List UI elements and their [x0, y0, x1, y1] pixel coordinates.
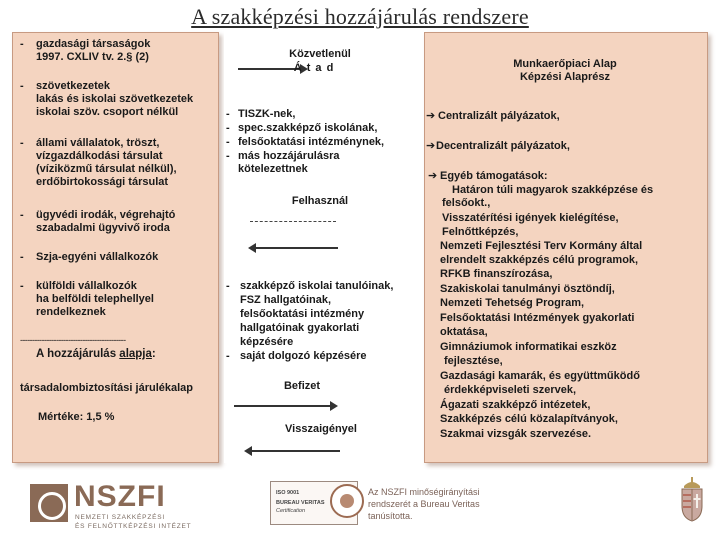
- support-line: Visszatérítési igények kielégítése,: [442, 212, 619, 224]
- cert-text: Az NSZFI minőségirányítási: [368, 487, 480, 497]
- contributor-line: lakás és iskolai szövetkezetek: [36, 93, 194, 105]
- support-line: Szakképzés célú közalapítványok,: [440, 413, 618, 425]
- bullet-dash: -: [20, 209, 24, 221]
- fund-header: Képzési Alaprész: [519, 71, 611, 83]
- felhasznal-label: Felhasznál: [291, 195, 349, 207]
- fund-item: Decentralizált pályázatok,: [436, 140, 570, 152]
- cert-text: tanúsította.: [368, 511, 413, 521]
- support-line: Ágazati szakképző intézetek,: [440, 399, 591, 411]
- bullet-dash: -: [20, 80, 24, 92]
- use-line: felsőoktatási intézmény: [240, 308, 365, 320]
- alap-suffix: :: [151, 348, 156, 360]
- arrow-icon: ➔: [428, 170, 438, 182]
- contributor-line: Szja-egyéni vállalkozók: [36, 251, 159, 263]
- support-line: fejlesztése,: [444, 355, 503, 367]
- contributor-line: szabadalmi ügyvivő iroda: [36, 222, 170, 234]
- use-line: képzésére: [240, 336, 294, 348]
- alap-prefix: A hozzájárulás: [36, 348, 120, 360]
- contributor-line: vízgazdálkodási társulat: [36, 150, 163, 162]
- atad-label: Á t a d: [293, 62, 335, 74]
- arrow-shaft: [256, 247, 338, 249]
- recipient-line: TISZK-nek,: [238, 108, 296, 120]
- support-line: elrendelt szakképzés célú programok,: [440, 254, 639, 266]
- bullet-dash: -: [20, 137, 24, 149]
- alap-heading: [36, 348, 156, 361]
- cert-iso: Certification: [276, 508, 306, 514]
- arrow-head: [244, 446, 252, 456]
- alap-value: társadalombiztosítási járulékalap: [20, 382, 194, 394]
- arrow-shaft: [234, 405, 330, 407]
- recipient-line: más hozzájárulásra: [238, 150, 340, 162]
- support-line: oktatása,: [440, 326, 488, 338]
- support-line: Gimnáziumok informatikai eszköz: [440, 341, 617, 353]
- bullet-dash: -: [226, 350, 230, 362]
- bullet-dash: -: [226, 280, 230, 292]
- contributor-line: (víziközmű társulat nélkül),: [36, 163, 177, 175]
- contributor-line: rendelkeznek: [36, 306, 106, 318]
- support-line: felsőokt.,: [442, 197, 491, 209]
- support-line: Felnőttképzés,: [442, 226, 519, 238]
- fund-header: Munkaerőpiaci Alap: [513, 58, 617, 70]
- use-line: saját dolgozó képzésére: [240, 350, 367, 362]
- bullet-dash: -: [226, 122, 230, 134]
- recipient-line: felsőoktatási intézménynek,: [238, 136, 385, 148]
- support-line: Gazdasági kamarák, és együttműködő: [440, 370, 640, 382]
- bullet-dash: -: [226, 150, 230, 162]
- alap-underlined: alapja: [119, 348, 152, 360]
- right-arrow: [234, 401, 338, 411]
- bureau-veritas-seal-icon: [330, 484, 364, 518]
- recipient-line: kötelezettnek: [238, 163, 308, 175]
- left-arrow: [244, 446, 340, 456]
- contributor-line: ha belföldi telephellyel: [36, 293, 154, 305]
- bullet-dash: -: [20, 38, 24, 50]
- contributor-line: ügyvédi irodák, végrehajtó: [36, 209, 176, 221]
- cert-iso: ISO 9001: [276, 490, 300, 496]
- befizet-label: Befizet: [283, 380, 321, 392]
- use-line: hallgatóinak gyakorlati: [240, 322, 360, 334]
- recipient-line: spec.szakképző iskolának,: [238, 122, 378, 134]
- dashed-line: [250, 221, 336, 222]
- kozvetlenul-label: Közvetlenül: [289, 48, 351, 60]
- cert-iso: BUREAU VERITAS: [276, 500, 325, 506]
- contributor-line: erdőbirtokossági társulat: [36, 176, 169, 188]
- fund-item: Centralizált pályázatok,: [438, 110, 560, 122]
- arrow-shaft: [252, 450, 340, 452]
- support-line: RFKB finanszírozása,: [440, 268, 553, 280]
- page-title: A szakképzési hozzájárulás rendszere: [191, 4, 529, 29]
- bullet-dash: -: [226, 108, 230, 120]
- contributor-line: iskolai szöv. csoport nélkül: [36, 106, 179, 118]
- arrow-icon: ➔: [426, 110, 436, 122]
- left-arrow: [248, 243, 338, 253]
- fund-item: Egyéb támogatások:: [440, 170, 548, 182]
- contributor-line: gazdasági társaságok: [36, 38, 151, 50]
- support-line: Határon túli magyarok szakképzése és: [452, 184, 654, 196]
- logo-name: NSZFI: [74, 480, 166, 513]
- use-line: szakképző iskolai tanulóinak,: [240, 280, 394, 292]
- support-line: érdekképviseleti szervek,: [444, 384, 577, 396]
- dashed-separator: --------------------------------------------: [20, 335, 126, 345]
- hungarian-crest-icon: [678, 476, 706, 522]
- support-line: Nemzeti Tehetség Program,: [440, 297, 585, 309]
- visszaigenyel-label: Visszaigényel: [285, 423, 357, 435]
- support-line: Felsőoktatási Intézmények gyakorlati: [440, 312, 635, 324]
- use-line: FSZ hallgatóinak,: [240, 294, 332, 306]
- arrow-icon: ➔: [426, 140, 436, 152]
- merteke: Mértéke: 1,5 %: [38, 411, 115, 423]
- arrow-head: [330, 401, 338, 411]
- contributor-line: 1997. CXLIV tv. 2.§ (2): [36, 51, 149, 63]
- bullet-dash: -: [226, 136, 230, 148]
- cert-text: rendszerét a Bureau Veritas: [368, 499, 480, 509]
- nszfi-logo-icon: [30, 484, 68, 522]
- support-line: Nemzeti Fejlesztési Terv Kormány által: [440, 240, 643, 252]
- contributor-line: állami vállalatok, tröszt,: [36, 137, 160, 149]
- bullet-dash: -: [20, 251, 24, 263]
- support-line: Szakiskolai tanulmányi ösztöndíj,: [440, 283, 615, 295]
- arrow-head: [248, 243, 256, 253]
- contributor-line: külföldi vállalkozók: [36, 280, 137, 292]
- support-line: Szakmai vizsgák szervezése.: [440, 428, 592, 440]
- logo-subtitle: ÉS FELNŐTTKÉPZÉSI INTÉZET: [75, 523, 192, 530]
- logo-subtitle: NEMZETI SZAKKÉPZÉSI: [75, 514, 165, 521]
- contributor-line: szövetkezetek: [36, 80, 110, 92]
- bullet-dash: -: [20, 280, 24, 292]
